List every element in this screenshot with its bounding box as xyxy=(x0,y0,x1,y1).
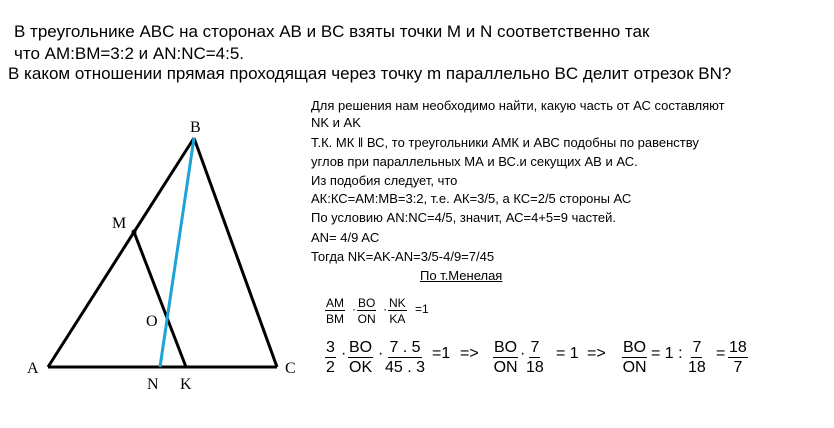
problem-line-1: В треугольнике ABC на сторонах AB и BC взяты точки M и N соответственно так xyxy=(14,22,650,41)
fraction-numerator: 18 xyxy=(729,339,747,356)
fraction-nk-ka xyxy=(388,297,407,325)
fraction-bo-on xyxy=(493,340,518,376)
fraction-7-18 xyxy=(526,340,544,376)
side-bc xyxy=(194,138,277,367)
implies-arrow: => xyxy=(460,345,479,362)
fraction-numerator: BO xyxy=(623,339,647,356)
label-k: K xyxy=(180,376,192,393)
fraction-18-7 xyxy=(728,340,748,376)
fraction-numerator: AM xyxy=(326,296,344,310)
fraction-bo-on-result xyxy=(622,340,647,376)
multiply-dot: · xyxy=(378,345,384,362)
fraction-numerator: 7 xyxy=(530,339,540,356)
fraction-denominator: ON xyxy=(357,312,376,326)
equals-ratio: = 1 : xyxy=(651,345,683,362)
fraction-denominator: 18 xyxy=(688,359,706,376)
equals-one: = 1 xyxy=(556,345,579,362)
fraction-denominator: 2 xyxy=(326,359,335,376)
fraction-denominator: BM xyxy=(326,312,344,326)
fraction-denominator: 18 xyxy=(526,359,544,376)
solution-line-8: AN= 4/9 AC xyxy=(311,230,380,245)
fraction-numerator: BO xyxy=(349,339,373,356)
fraction-denominator: KA xyxy=(389,312,406,326)
equals-one: =1 xyxy=(415,302,429,316)
fraction-am-bm xyxy=(325,297,345,325)
fraction-numerator: 7 . 5 xyxy=(389,339,421,356)
fraction-numerator: 3 xyxy=(326,339,335,356)
fraction-denominator: ON xyxy=(622,359,647,376)
problem-line-2: что AM:BM=3:2 и AN:NC=4:5. xyxy=(14,44,245,63)
solution-line-9: Тогда NK=AK-AN=3/5-4/9=7/45 xyxy=(311,249,495,264)
problem-line-3: В каком отношении прямая проходящая через точку m параллельно BC делит отрезок BN? xyxy=(8,64,732,83)
solution-line-2: NK и AK xyxy=(311,115,361,130)
segment-bn xyxy=(160,138,194,367)
fraction-denominator: 45 . 3 xyxy=(385,359,426,376)
fraction-numerator: BO xyxy=(358,296,376,310)
multiply-dot: · xyxy=(352,302,356,316)
fraction-7x5-45x3 xyxy=(385,340,425,376)
point-m-dot xyxy=(132,230,137,235)
fraction-numerator: NK xyxy=(389,296,406,310)
solution-line-3: Т.К. МК ‖ ВС, то треугольники АМК и АВС подобны по равенству xyxy=(311,135,699,150)
fraction-denominator: 7 xyxy=(733,359,743,376)
fraction-bo-ok xyxy=(348,340,373,376)
solution-line-6: АК:КС=АМ:МВ=3:2, т.е. АК=3/5, а КС=2/5 стороны АС xyxy=(311,191,632,206)
label-n: N xyxy=(147,376,159,393)
solution-line-4: углов при параллельных МА и ВС.и секущих АВ и АС. xyxy=(311,154,638,169)
multiply-dot: · xyxy=(383,302,387,316)
label-c: C xyxy=(285,360,296,377)
label-b: B xyxy=(190,119,201,136)
fraction-bo-on xyxy=(357,297,376,325)
fraction-7-18-ratio xyxy=(688,340,706,376)
menelaus-title: По т.Менелая xyxy=(420,268,503,283)
label-a: A xyxy=(27,360,39,377)
solution-line-1: Для решения нам необходимо найти, какую часть от АС составляют xyxy=(311,98,725,113)
solution-line-5: Из подобия следует, что xyxy=(311,173,458,188)
fraction-numerator: 7 xyxy=(692,339,702,356)
equals-one: =1 xyxy=(432,345,451,362)
multiply-dot: · xyxy=(341,345,347,362)
label-m: M xyxy=(112,215,127,232)
equals-sign: = xyxy=(716,345,726,362)
fraction-3-2 xyxy=(325,340,336,376)
solution-line-7: По условию AN:NC=4/5, значит, АС=4+5=9 частей. xyxy=(311,210,616,225)
multiply-dot: · xyxy=(520,345,526,362)
implies-arrow: => xyxy=(587,345,606,362)
fraction-denominator: ON xyxy=(493,359,518,376)
fraction-denominator: OK xyxy=(349,359,373,376)
fraction-numerator: BO xyxy=(494,339,518,356)
label-o: O xyxy=(146,313,158,330)
